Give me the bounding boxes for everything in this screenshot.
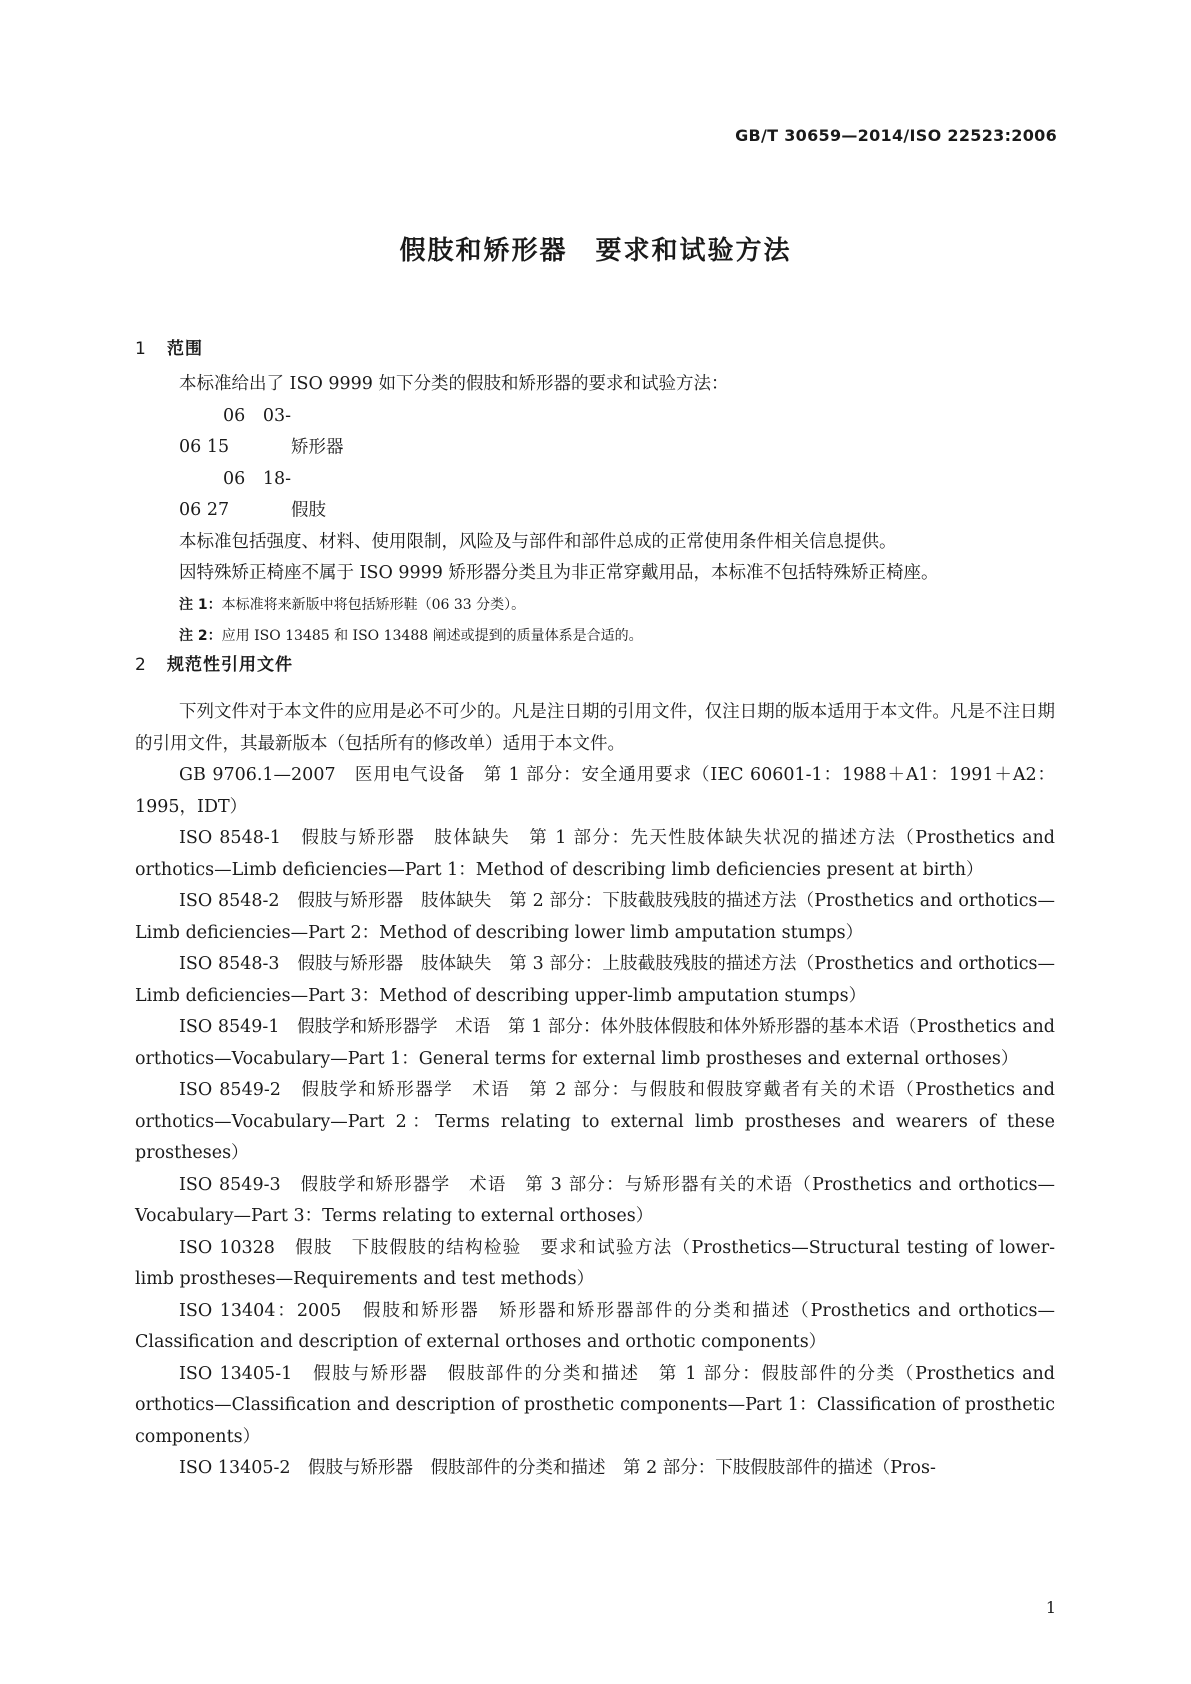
document-title: 假肢和矫形器 要求和试验方法 (399, 236, 792, 266)
reference-item: ISO 8548-3 假肢与矫形器 肢体缺失 第 3 部分：上肢截肢残肢的描述方法（Prosthetics and orthotics—Limb deficiencies—Part 3：Method of describing upper-limb amputation stumps） (135, 954, 1055, 1006)
section-2-body (135, 697, 1055, 1485)
reference-item: ISO 8549-1 假肢学和矫形器学 术语 第 1 部分：体外肢体假肢和体外矫形器的基本术语（Prosthetics and orthotics—Vocabulary—Part 1：General terms for external limb prostheses and external orthoses） (135, 1017, 1055, 1069)
reference-item: ISO 8548-2 假肢与矫形器 肢体缺失 第 2 部分：下肢截肢残肢的描述方法（Prosthetics and orthotics—Limb deficiencies—Part 2：Method of describing lower limb amputation stumps） (135, 891, 1055, 943)
section-2-number: 2 (135, 655, 147, 675)
class-code: 06 03-06 15 (179, 405, 291, 457)
section-2-heading (135, 650, 293, 675)
note-text: 本标准将来新版中将包括矫形鞋（06 33 分类）。 (221, 596, 526, 613)
section-1-title: 范围 (167, 339, 203, 359)
section-1-para-3: 因特殊矫正椅座不属于 ISO 9999 矫形器分类且为非正常穿戴用品，本标准不包括特殊矫正椅座。 (179, 563, 939, 583)
class-code: 06 18-06 27 (179, 468, 291, 520)
class-item (135, 464, 1055, 527)
section-2-title: 规范性引用文件 (167, 655, 293, 675)
class-label: 矫形器 (291, 437, 344, 457)
page-number: 1 (1045, 1598, 1056, 1617)
note-2 (135, 621, 1055, 652)
reference-item: ISO 8549-3 假肢学和矫形器学 术语 第 3 部分：与矫形器有关的术语（Prosthetics and orthotics—Vocabulary—Part 3：Terms relating to external orthoses） (135, 1174, 1055, 1226)
reference-item: ISO 10328 假肢 下肢假肢的结构检验 要求和试验方法（Prosthetics—Structural testing of lower-limb prostheses—Requirements and test methods） (135, 1237, 1055, 1289)
standard-code: GB/T 30659—2014/ISO 22523:2006 (735, 126, 1057, 145)
reference-item: ISO 13404：2005 假肢和矫形器 矫形器和矫形器部件的分类和描述（Prosthetics and orthotics—Classification and description of external orthoses and orthotic components） (135, 1300, 1055, 1352)
section-1-body (135, 369, 1055, 652)
note-text: 应用 ISO 13485 和 ISO 13488 阐述或提到的质量体系是合适的。 (221, 627, 643, 644)
section-1-heading (135, 334, 203, 359)
reference-item: ISO 13405-1 假肢与矫形器 假肢部件的分类和描述 第 1 部分：假肢部件的分类（Prosthetics and orthotics—Classification and description of prosthetic components—Part 1：Classification of prosthetic components） (135, 1363, 1055, 1447)
section-2-intro: 下列文件对于本文件的应用是必不可少的。凡是注日期的引用文件，仅注日期的版本适用于本文件。凡是不注日期的引用文件，其最新版本（包括所有的修改单）适用于本文件。 (135, 702, 1055, 754)
reference-item: ISO 8549-2 假肢学和矫形器学 术语 第 2 部分：与假肢和假肢穿戴者有关的术语（Prosthetics and orthotics—Vocabulary—Part 2：Terms relating to external limb prostheses and wearers of these prostheses） (135, 1080, 1055, 1163)
section-1-intro: 本标准给出了 ISO 9999 如下分类的假肢和矫形器的要求和试验方法： (179, 374, 729, 394)
section-1-para-2: 本标准包括强度、材料、使用限制，风险及与部件和部件总成的正常使用条件相关信息提供。 (179, 531, 897, 552)
note-1 (135, 590, 1055, 621)
note-label: 注 2： (179, 627, 222, 644)
class-item (135, 401, 1055, 464)
note-label: 注 1： (179, 596, 222, 613)
reference-item: ISO 13405-2 假肢与矫形器 假肢部件的分类和描述 第 2 部分：下肢假肢部件的描述（Pros- (179, 1458, 936, 1478)
reference-item: GB 9706.1—2007 医用电气设备 第 1 部分：安全通用要求（IEC 60601-1：1988＋A1：1991＋A2：1995，IDT） (135, 765, 1055, 817)
section-1-number: 1 (135, 339, 147, 359)
reference-item: ISO 8548-1 假肢与矫形器 肢体缺失 第 1 部分：先天性肢体缺失状况的描述方法（Prosthetics and orthotics—Limb deficiencies—Part 1：Method of describing limb deficiencies present at birth） (135, 828, 1055, 880)
class-label: 假肢 (291, 500, 326, 520)
